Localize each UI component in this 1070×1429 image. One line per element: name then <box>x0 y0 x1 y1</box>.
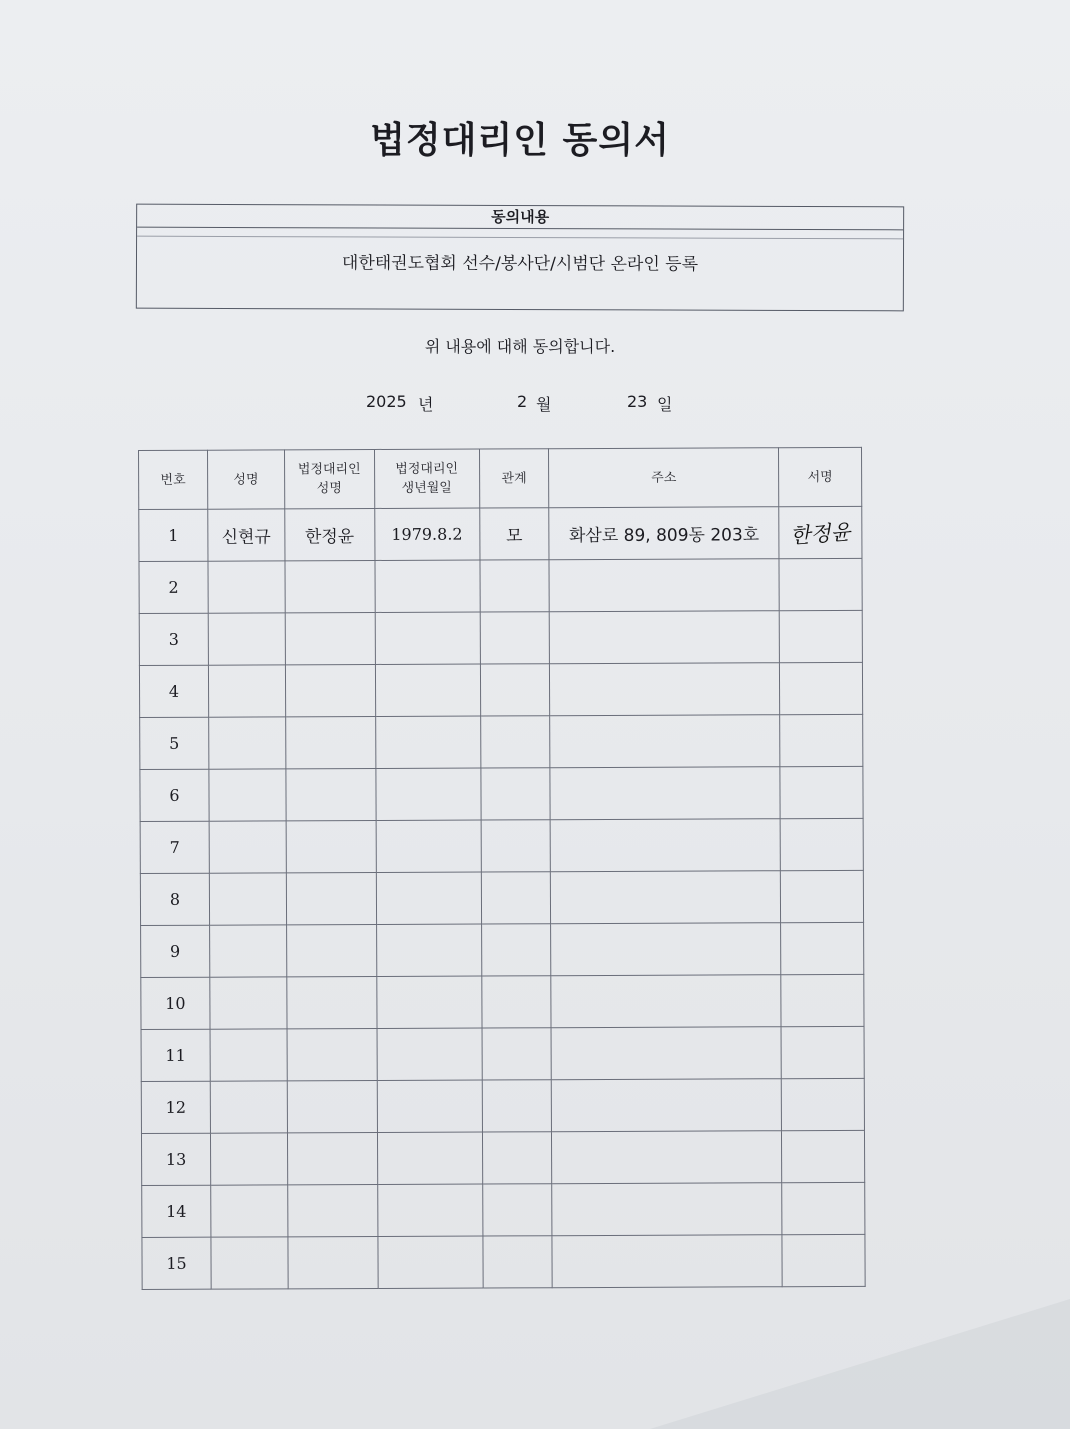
cell-guardian-name <box>285 612 375 664</box>
cell-signature <box>780 870 863 922</box>
cell-relation <box>481 976 551 1028</box>
table-header-row <box>139 447 862 509</box>
header-guardian-name: 법정대리인 성명 <box>284 449 374 508</box>
cell-signature <box>780 818 863 870</box>
cell-guardian-name <box>287 976 377 1028</box>
cell-signature <box>780 766 863 818</box>
cell-signature <box>781 1026 864 1078</box>
cell-signature <box>779 558 862 610</box>
table-row <box>141 974 864 1029</box>
cell-signature <box>779 506 862 558</box>
cell-guardian-birth <box>375 716 480 768</box>
cell-name <box>209 873 286 925</box>
cell-name <box>209 769 286 821</box>
cell-guardian-name <box>287 1080 377 1132</box>
cell-no: 15 <box>142 1237 211 1289</box>
cell-guardian-birth <box>375 560 480 612</box>
table-row <box>139 662 862 717</box>
cell-relation <box>480 716 550 768</box>
cell-relation <box>482 1132 552 1184</box>
cell-guardian-name <box>286 872 376 924</box>
date-month-unit: 월 <box>536 395 552 414</box>
cell-guardian-name <box>286 924 376 976</box>
cell-address <box>552 1235 782 1288</box>
table-row <box>142 1234 865 1289</box>
consent-content-text: 대한태권도협회 선수/봉사단/시범단 온라인 등록 <box>137 236 903 280</box>
cell-relation <box>481 820 551 872</box>
cell-address <box>550 663 780 716</box>
cell-relation <box>482 1028 552 1080</box>
table-row <box>140 870 863 925</box>
cell-name: 신현규 <box>208 509 285 561</box>
cell-no: 11 <box>141 1029 210 1081</box>
table-row <box>139 506 862 561</box>
cell-no: 1 <box>139 509 208 561</box>
cell-relation <box>482 1236 552 1288</box>
cell-no: 7 <box>140 821 209 873</box>
cell-relation <box>482 1184 552 1236</box>
consent-content-heading: 동의내용 <box>137 205 903 231</box>
cell-name <box>211 1237 288 1289</box>
cell-address <box>552 1079 782 1132</box>
cell-name <box>211 1185 288 1237</box>
cell-name <box>208 613 285 665</box>
cell-guardian-birth <box>377 1028 482 1080</box>
header-signature: 서명 <box>778 447 861 506</box>
table-row <box>141 1078 864 1133</box>
cell-address <box>552 1131 782 1184</box>
table-row <box>139 558 862 613</box>
cell-no: 8 <box>140 873 209 925</box>
cell-guardian-name <box>285 716 375 768</box>
cell-guardian-name <box>285 664 375 716</box>
date-year-unit: 년 <box>418 395 434 414</box>
cell-address <box>550 611 780 664</box>
date-year: 2025 <box>366 392 407 411</box>
cell-name <box>209 821 286 873</box>
header-guardian-birth: 법정대리인 생년월일 <box>374 449 479 508</box>
cell-guardian-birth <box>376 976 481 1028</box>
cell-guardian-birth <box>376 872 481 924</box>
cell-address: 화삼로 89, 809동 203호 <box>549 507 779 560</box>
cell-guardian-birth <box>377 1080 482 1132</box>
paper-fold-shadow <box>650 1299 1070 1429</box>
document-title: 법정대리인 동의서 <box>370 120 670 161</box>
cell-no: 4 <box>139 665 208 717</box>
table-row <box>141 922 864 977</box>
header-address: 주소 <box>549 448 779 508</box>
cell-relation <box>481 872 551 924</box>
cell-address <box>549 559 779 612</box>
cell-no: 12 <box>141 1081 210 1133</box>
guardian-consent-table <box>138 447 866 1290</box>
cell-relation <box>480 768 550 820</box>
date-day: 23 <box>627 392 648 411</box>
cell-relation <box>480 612 550 664</box>
cell-guardian-birth <box>375 664 480 716</box>
cell-name <box>208 561 285 613</box>
cell-signature <box>781 922 864 974</box>
cell-guardian-name <box>286 820 376 872</box>
cell-guardian-name <box>287 1028 377 1080</box>
handwritten-signature <box>789 515 851 549</box>
cell-address <box>550 767 780 820</box>
cell-guardian-birth <box>376 768 481 820</box>
table-row <box>139 610 862 665</box>
cell-relation: 모 <box>479 508 549 560</box>
cell-guardian-name <box>287 1184 377 1236</box>
table-row <box>141 1130 864 1185</box>
table-body <box>139 506 865 1289</box>
cell-guardian-name <box>288 1236 378 1288</box>
cell-relation <box>482 1080 552 1132</box>
cell-name <box>209 717 286 769</box>
table-row <box>140 714 863 769</box>
cell-guardian-birth <box>376 924 481 976</box>
cell-name <box>210 1029 287 1081</box>
cell-guardian-name <box>286 768 376 820</box>
cell-guardian-name <box>285 560 375 612</box>
cell-no: 6 <box>140 769 209 821</box>
cell-address <box>550 715 780 768</box>
agreement-statement: 위 내용에 대해 동의합니다. <box>424 337 616 356</box>
cell-signature <box>781 1078 864 1130</box>
cell-signature <box>779 662 862 714</box>
cell-signature <box>782 1234 865 1286</box>
svg-text:한정윤: 한정윤 <box>789 519 852 548</box>
cell-no: 2 <box>139 561 208 613</box>
cell-address <box>551 819 781 872</box>
cell-signature <box>779 610 862 662</box>
cell-signature <box>781 974 864 1026</box>
cell-name <box>210 1081 287 1133</box>
cell-guardian-birth <box>377 1132 482 1184</box>
table-row <box>141 1026 864 1081</box>
table-row <box>140 766 863 821</box>
cell-relation <box>481 924 551 976</box>
cell-name <box>208 665 285 717</box>
cell-address <box>551 871 781 924</box>
cell-guardian-birth: 1979.8.2 <box>374 508 479 560</box>
cell-address <box>551 1027 781 1080</box>
cell-relation <box>480 560 550 612</box>
cell-guardian-birth <box>376 820 481 872</box>
cell-guardian-birth <box>375 612 480 664</box>
cell-name <box>210 977 287 1029</box>
cell-signature <box>782 1182 865 1234</box>
cell-no: 5 <box>140 717 209 769</box>
consent-content-box <box>136 204 904 312</box>
cell-signature <box>781 1130 864 1182</box>
date-month: 2 <box>517 392 528 411</box>
cell-guardian-name <box>287 1132 377 1184</box>
cell-name <box>209 925 286 977</box>
header-no: 번호 <box>139 450 208 509</box>
cell-no: 13 <box>141 1133 210 1185</box>
cell-guardian-birth <box>378 1236 483 1288</box>
cell-no: 10 <box>141 977 210 1029</box>
cell-guardian-name: 한정윤 <box>285 508 375 560</box>
cell-no: 9 <box>141 925 210 977</box>
table-row <box>142 1182 865 1237</box>
cell-address <box>551 923 781 976</box>
table-row <box>140 818 863 873</box>
cell-no: 14 <box>142 1185 211 1237</box>
cell-address <box>551 975 781 1028</box>
cell-guardian-birth <box>377 1184 482 1236</box>
header-name: 성명 <box>207 450 284 509</box>
header-relation: 관계 <box>479 449 549 508</box>
cell-address <box>552 1183 782 1236</box>
cell-no: 3 <box>139 613 208 665</box>
cell-relation <box>480 664 550 716</box>
cell-name <box>210 1133 287 1185</box>
cell-signature <box>780 714 863 766</box>
date-day-unit: 일 <box>657 395 673 414</box>
